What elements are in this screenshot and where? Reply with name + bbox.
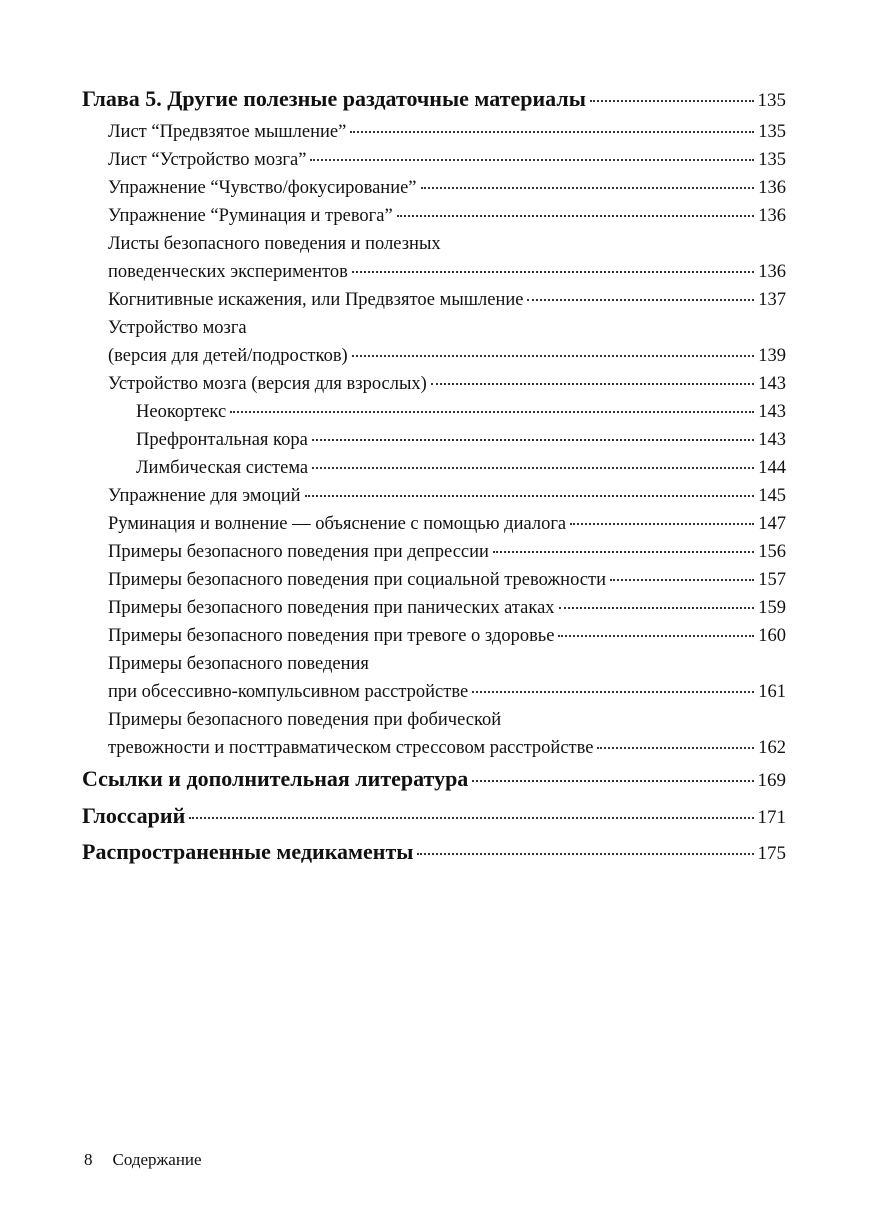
entry-page-number: 136 (758, 262, 786, 282)
entry-line (136, 454, 786, 482)
entry-page-number: 145 (758, 486, 786, 506)
leader-dots (305, 494, 755, 497)
entry-page-number: 143 (758, 430, 786, 450)
entry-page-number: 169 (757, 770, 786, 791)
entry-line (108, 734, 786, 762)
leader-dots (597, 746, 754, 749)
entry-line (108, 258, 786, 286)
toc-entry[interactable] (82, 510, 786, 538)
entry-title: Примеры безопасного поведения при депрессии (108, 542, 489, 562)
entry-line (108, 538, 786, 566)
toc-entry[interactable] (82, 370, 786, 398)
toc-entry[interactable] (82, 118, 786, 146)
entry-line (108, 370, 786, 398)
toc-entry[interactable] (82, 230, 786, 286)
entry-page-number: 143 (758, 374, 786, 394)
entry-line (82, 762, 786, 799)
entry-line (108, 650, 786, 678)
entry-page-number: 136 (758, 206, 786, 226)
entry-title: Упражнение “Руминация и тревога” (108, 206, 393, 226)
toc-entry[interactable] (82, 622, 786, 650)
leader-dots (352, 270, 754, 273)
entry-line (108, 566, 786, 594)
toc-entry[interactable] (82, 538, 786, 566)
entry-title: Лимбическая система (136, 458, 309, 478)
entry-page-number: 136 (758, 178, 786, 198)
entry-page-number: 171 (757, 806, 786, 828)
section-entry[interactable] (82, 799, 786, 836)
leader-dots (421, 186, 755, 189)
section-entry[interactable] (82, 762, 786, 799)
entry-title: при обсессивно-компульсивном расстройстве (108, 682, 469, 702)
leader-dots (312, 438, 754, 441)
toc-entry[interactable] (82, 482, 786, 510)
entry-line (82, 799, 786, 836)
leader-dots (352, 354, 755, 357)
entry-line (108, 174, 786, 202)
section-entry[interactable] (82, 835, 786, 872)
entry-line (108, 678, 786, 706)
entry-title: Упражнение для эмоций (108, 486, 301, 506)
entry-page-number: 147 (758, 514, 786, 534)
leader-dots (350, 130, 754, 133)
entry-page-number: 159 (758, 598, 786, 618)
toc-entry[interactable] (82, 398, 786, 426)
toc-entry[interactable] (82, 202, 786, 230)
entry-title: Упражнение “Чувство/фокусирование” (108, 178, 417, 198)
entry-line (108, 706, 786, 734)
leader-dots (230, 410, 754, 413)
leader-dots (570, 522, 754, 525)
entry-page-number: 143 (758, 402, 786, 422)
toc-entry[interactable] (82, 426, 786, 454)
entry-line (108, 230, 786, 258)
table-of-contents (82, 86, 786, 872)
entry-title: Префронтальная кора (136, 430, 308, 450)
entry-page-number: 161 (758, 682, 786, 702)
leader-dots (472, 690, 754, 693)
entry-title: Лист “Предвзятое мышление” (108, 122, 347, 142)
entry-title: Устройство мозга (версия для взрослых) (108, 374, 427, 394)
entry-title: Глоссарий (82, 802, 186, 828)
leader-dots (493, 550, 754, 553)
entry-page-number: 156 (758, 542, 786, 562)
entry-title: Примеры безопасного поведения при тревоге о здоровье (108, 626, 555, 646)
entry-title: Примеры безопасного поведения при социальной тревожности (108, 570, 606, 590)
entry-title: Когнитивные искажения, или Предвзятое мышление (108, 290, 524, 310)
entry-title: Примеры безопасного поведения (108, 654, 369, 674)
entry-title: Ссылки и дополнительная литература (82, 766, 469, 791)
entry-page-number: 157 (758, 570, 786, 590)
toc-entries (82, 118, 786, 762)
entry-title: Примеры безопасного поведения при фобической (108, 710, 502, 730)
running-title: Содержание (112, 1150, 202, 1169)
leader-dots (397, 214, 755, 217)
leader-dots (472, 779, 753, 782)
leader-dots (312, 466, 754, 469)
entry-page-number: 144 (758, 458, 786, 478)
entry-line (108, 118, 786, 146)
entry-line (108, 202, 786, 230)
chapter-title: Глава 5. Другие полезные раздаточные материалы (82, 86, 586, 111)
entry-title: Листы безопасного поведения и полезных (108, 234, 441, 254)
entry-title: (версия для детей/подростков) (108, 346, 348, 366)
leader-dots (559, 606, 755, 609)
toc-entry[interactable] (82, 706, 786, 762)
entry-page-number: 162 (758, 738, 786, 758)
entry-line (108, 314, 786, 342)
entry-line (108, 622, 786, 650)
entry-title: Распространенные медикаменты (82, 839, 414, 864)
entry-title: Устройство мозга (108, 318, 247, 338)
entry-page-number: 137 (758, 290, 786, 310)
toc-entry[interactable] (82, 314, 786, 370)
entry-line (108, 510, 786, 538)
toc-entry[interactable] (82, 146, 786, 174)
leader-dots (527, 298, 754, 301)
entry-page-number: 135 (758, 150, 786, 170)
entry-page-number: 135 (758, 122, 786, 142)
entry-line (136, 426, 786, 454)
leader-dots (610, 578, 754, 581)
toc-entry[interactable] (82, 566, 786, 594)
page-footer (84, 1150, 202, 1170)
leader-dots (189, 816, 753, 819)
leader-dots (558, 634, 754, 637)
entry-line (108, 286, 786, 314)
entry-page-number: 175 (757, 843, 786, 864)
toc-entry[interactable] (82, 174, 786, 202)
entry-line (108, 594, 786, 622)
entry-title: поведенческих экспериментов (108, 262, 348, 282)
chapter-page-number: 135 (757, 90, 786, 111)
leader-dots (590, 99, 754, 102)
toc-entry[interactable] (82, 286, 786, 314)
entry-title: Примеры безопасного поведения при панических атаках (108, 598, 555, 618)
toc-entry[interactable] (82, 594, 786, 622)
entry-title: тревожности и посттравматическом стрессовом расстройстве (108, 738, 594, 758)
entry-title: Лист “Устройство мозга” (108, 150, 307, 170)
toc-entry[interactable] (82, 650, 786, 706)
toc-sections (82, 762, 786, 872)
entry-title: Руминация и волнение — объяснение с помощью диалога (108, 514, 567, 534)
entry-page-number: 160 (758, 626, 786, 646)
leader-dots (310, 158, 754, 161)
entry-line (82, 835, 786, 872)
entry-line (108, 482, 786, 510)
toc-entry[interactable] (82, 454, 786, 482)
leader-dots (417, 852, 753, 855)
entry-page-number: 139 (758, 346, 786, 366)
page-number: 8 (84, 1150, 93, 1169)
entry-line (136, 398, 786, 426)
entry-title: Неокортекс (136, 402, 227, 422)
leader-dots (431, 382, 754, 385)
entry-line (108, 342, 786, 370)
chapter-entry[interactable] (82, 86, 786, 114)
entry-line (108, 146, 786, 174)
